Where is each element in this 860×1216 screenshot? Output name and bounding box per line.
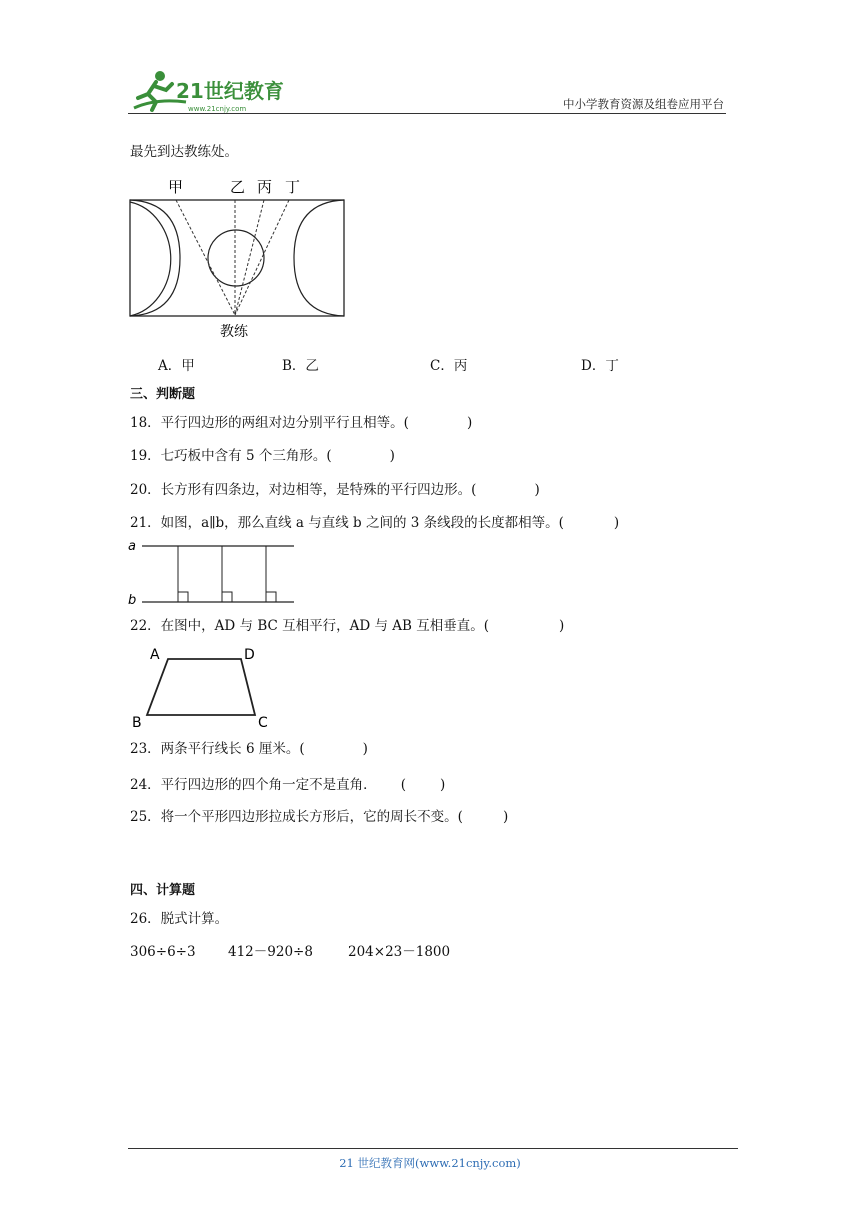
label-jia: 甲	[168, 178, 184, 196]
q18	[130, 414, 472, 432]
q21	[130, 514, 619, 532]
q17-continuation: 最先到达教练处。	[130, 144, 238, 160]
option-a: A．甲	[158, 358, 195, 374]
footer-link[interactable]: 21 世纪教育网(www.21cnjy.com)	[339, 1156, 521, 1170]
right-angle-3	[266, 592, 276, 602]
q18-close: )	[466, 415, 473, 431]
q21-close: )	[613, 515, 620, 531]
runner-logo-icon	[126, 68, 296, 114]
label-bing: 丙	[257, 178, 273, 196]
logo-url: www.21cnjy.com	[188, 105, 247, 113]
trapezoid-figure	[128, 642, 278, 734]
q26: 26．脱式计算。	[130, 911, 229, 927]
label-coach: 教练	[220, 324, 248, 340]
section4-title: 四、计算题	[130, 883, 196, 898]
option-b: B．乙	[282, 358, 319, 374]
q19	[130, 447, 395, 465]
header-divider	[128, 113, 726, 114]
left-arc	[130, 202, 171, 316]
q22-text: 22．在图中，AD 与 BC 互相平行，AD 与 AB 互相垂直。(	[130, 618, 490, 634]
line-b-label: b	[128, 593, 137, 608]
expr-1: 306÷6÷3	[130, 944, 196, 960]
q25-close: )	[502, 809, 509, 825]
right-angle-1	[178, 592, 188, 602]
q20-close: )	[534, 482, 540, 498]
q24-close: )	[439, 777, 446, 793]
q24	[130, 776, 445, 794]
q20-text: 20．长方形有四条边，对边相等，是特殊的平行四边形。(	[130, 482, 477, 498]
logo	[126, 68, 296, 114]
q22	[130, 617, 564, 635]
q22-close: )	[559, 618, 565, 634]
line-a-label: a	[128, 539, 136, 554]
expr-2: 412－920÷8	[228, 944, 313, 960]
court-outline	[130, 200, 344, 316]
q23-text: 23．两条平行线长 6 厘米。(	[130, 741, 305, 757]
vertex-a: A	[150, 647, 160, 663]
vertex-c: C	[258, 715, 268, 731]
vertex-b: B	[132, 715, 142, 731]
vertex-d: D	[244, 647, 255, 663]
section3-title: 三、判断题	[130, 387, 196, 402]
option-d: D．丁	[581, 358, 619, 374]
expr-3: 204×23－1800	[348, 944, 451, 960]
q21-text: 21．如图，a∥b，那么直线 a 与直线 b 之间的 3 条线段的长度都相等。(	[130, 515, 564, 531]
right-angle-2	[222, 592, 232, 602]
q19-text: 19．七巧板中含有 5 个三角形。(	[130, 448, 332, 464]
footer-divider	[128, 1148, 738, 1149]
logo-text: 21世纪教育	[176, 79, 284, 103]
q19-close: )	[389, 448, 395, 464]
q24-text: 24．平行四边形的四个角一定不是直角．	[130, 777, 377, 793]
option-c: C．丙	[430, 358, 468, 374]
trapezoid-shape	[147, 659, 255, 715]
parallel-lines-figure	[126, 536, 301, 610]
q18-text: 18．平行四边形的两组对边分别平行且相等。(	[130, 415, 409, 431]
right-half-circle	[294, 200, 344, 316]
path-bing	[235, 200, 264, 315]
q25	[130, 808, 508, 826]
label-ding: 丁	[285, 178, 301, 196]
q24-open: (	[400, 777, 406, 793]
path-ding	[235, 200, 289, 315]
label-yi: 乙	[230, 178, 246, 196]
platform-name: 中小学教育资源及组卷应用平台	[563, 97, 724, 111]
center-circle	[208, 230, 264, 286]
q23	[130, 740, 368, 758]
court-figure	[128, 172, 348, 342]
q20	[130, 481, 540, 499]
q25-text: 25．将一个平形四边形拉成长方形后，它的周长不变。(	[130, 809, 463, 825]
path-jia	[176, 200, 235, 315]
q23-close: )	[362, 741, 368, 757]
